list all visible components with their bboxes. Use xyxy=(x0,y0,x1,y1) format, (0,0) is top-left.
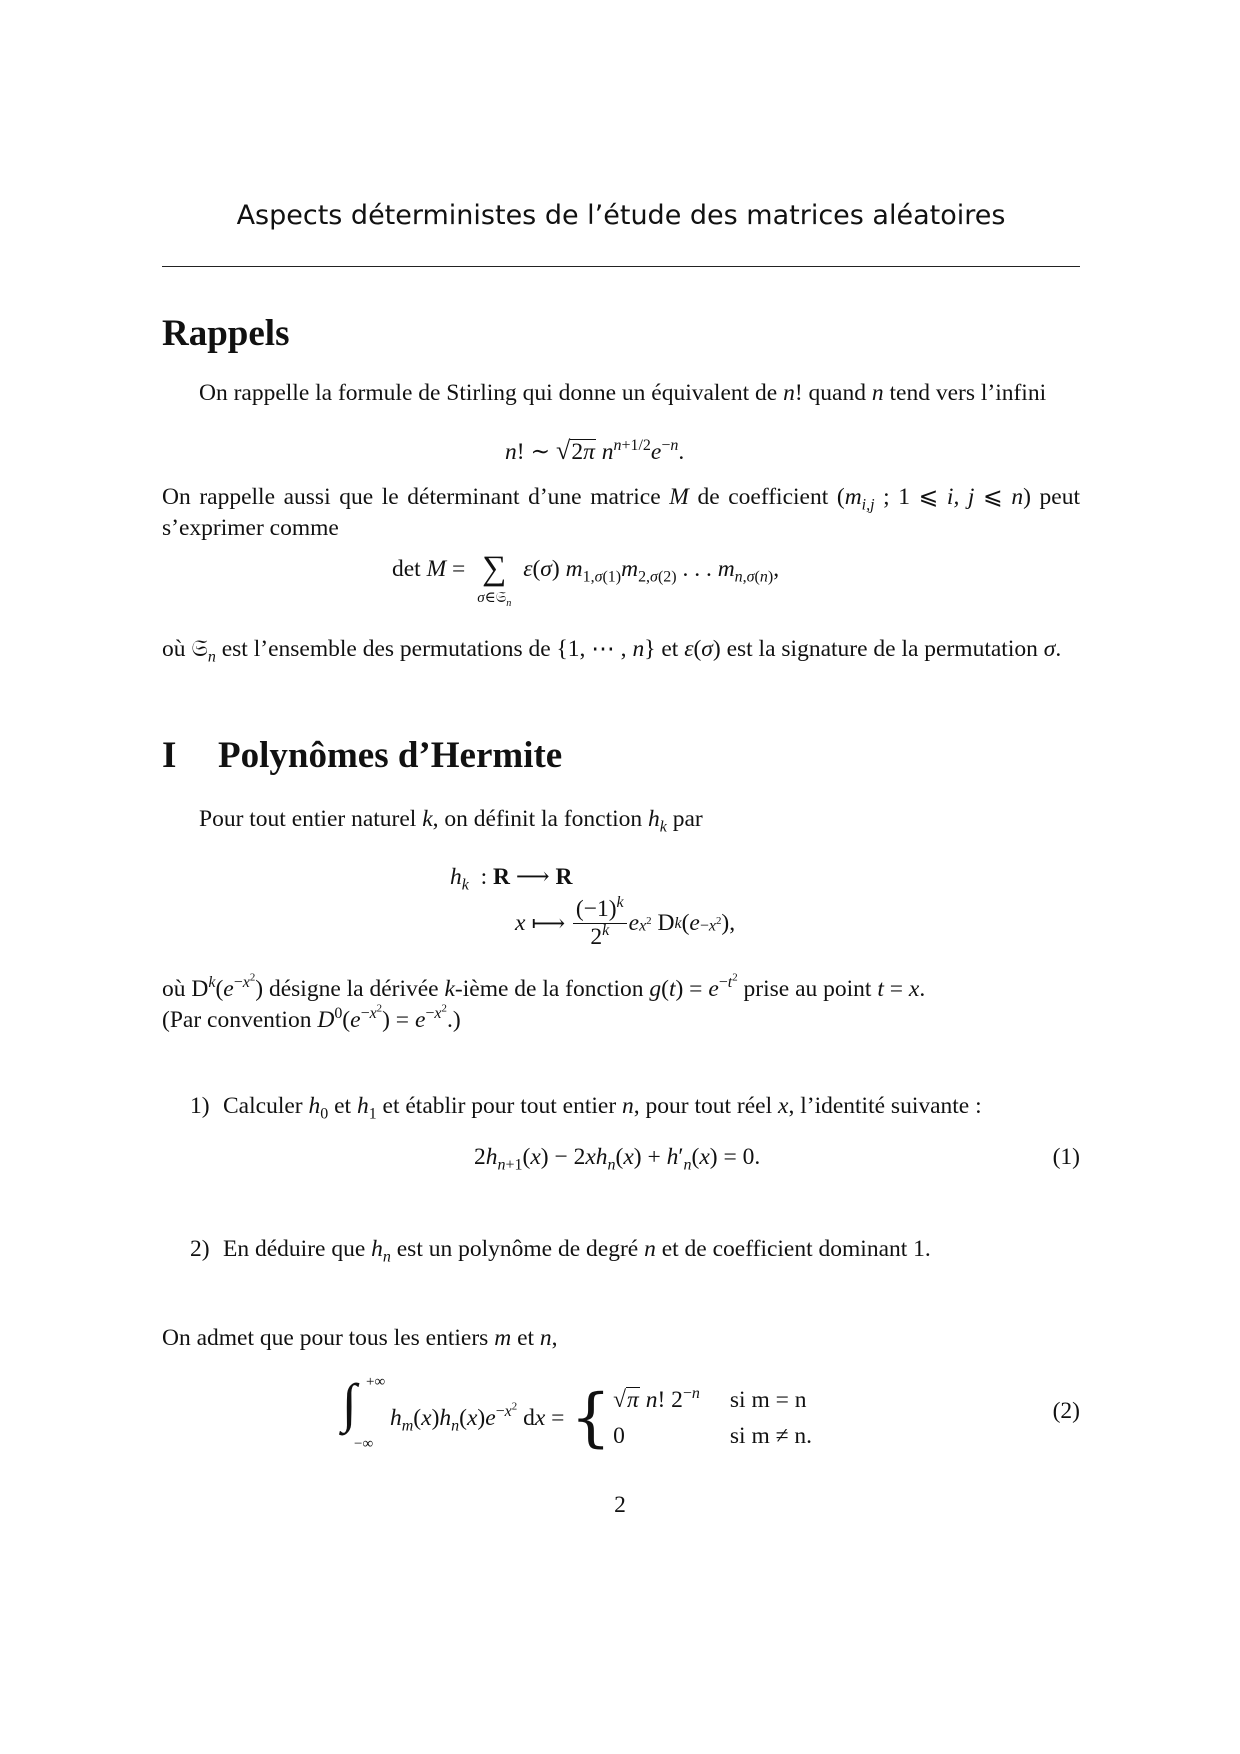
definition-fraction: $\frac{(-1)^k}{2^k}$ xyxy=(573,896,627,951)
paragraph-determinant: On rappelle aussi que le déterminant d’une matrice M de coefficient ($m_{i,j}$ ; 1 ⩽ i, j ⩽ n) peut s’exprimer comme xyxy=(162,484,1080,541)
cases-conditions xyxy=(730,1382,812,1454)
equation-1: $2h_{n+1}(x) - 2xh_n(x) + h'_n(x) = 0$. xyxy=(474,1144,761,1174)
paragraph-stirling-text: On rappelle la formule de Stirling qui donne un équivalent de n! quand n tend vers l’infini xyxy=(199,380,1047,406)
paragraph-admit: On admet que pour tous les entiers m et n, xyxy=(162,1325,558,1351)
equation-2: ∫ +∞ −∞ $h_m(x)h_n(x)e^{-x^2}$ dx = { √π n! $2^{-n}$ 0 si m = n si m ≠ n. xyxy=(340,1378,812,1458)
question-2-label: 2) xyxy=(190,1236,210,1262)
header-rule xyxy=(162,266,1080,267)
equation-2-number: (2) xyxy=(1052,1398,1080,1424)
paragraph-definition-intro: Pour tout entier naturel k, on définit la fonction $h_k$ par xyxy=(199,806,703,836)
section-title-hermite: Polynômes d’Hermite xyxy=(218,735,563,776)
section-title-rappels: Rappels xyxy=(162,313,290,354)
integral-sign: ∫ +∞ −∞ xyxy=(342,1373,386,1452)
paragraph-permutations: où 𝔖$_n$ est l’ensemble des permutations de {1, ⋯ , n} et ε(σ) est la signature de la permutation σ. xyxy=(162,636,1062,666)
case-2-condition: si m ≠ n. xyxy=(729,1423,812,1449)
case-1-condition: si m = n xyxy=(729,1387,807,1413)
equation-1-number: (1) xyxy=(1052,1144,1080,1170)
determinant-formula: det M = ∑ σ∈𝔖$_n$ ε(σ) $m_{1,\sigma(1)}m_{2,\sigma(2)}$ . . . $m_{n,\sigma(n)}$, xyxy=(392,550,780,609)
section-number-1: I xyxy=(162,735,177,776)
definition-map-line2: x ⟼ $\frac{(-1)^k}{2^k}$ e $x^2$ D k ( e $-x^2$ ), xyxy=(515,894,736,951)
stirling-formula: n! ∼ √2π $n^{n+1/2}e^{-n}$. xyxy=(505,436,685,465)
cases-brace: { xyxy=(570,1381,612,1455)
definition-map-line1: $h_k$ : R ⟶ R xyxy=(450,864,573,894)
running-header: Aspects déterministes de l’étude des matrices aléatoires xyxy=(236,200,1006,231)
question-1-label: 1) xyxy=(190,1093,210,1119)
page-number: 2 xyxy=(614,1492,626,1518)
paragraph-derivative-note: où $D^k(e^{-x^2})$ désigne la dérivée k-ième de la fonction $g(t) = e^{-t^2}$ prise au point t = x. (Par convention $D^0(e^{-x^2}) = e^{-x^2}$.) xyxy=(162,971,926,1033)
question-1-text: Calculer $h_0$ et $h_1$ et établir pour tout entier n, pour tout réel x, l’identité suivante : xyxy=(223,1093,982,1123)
paragraph-stirling xyxy=(162,378,1080,409)
question-2-text: En déduire que $h_n$ est un polynôme de degré n et de coefficient dominant 1. xyxy=(223,1236,931,1266)
cases-values: √π n! $2^{-n}$ 0 xyxy=(613,1385,700,1449)
